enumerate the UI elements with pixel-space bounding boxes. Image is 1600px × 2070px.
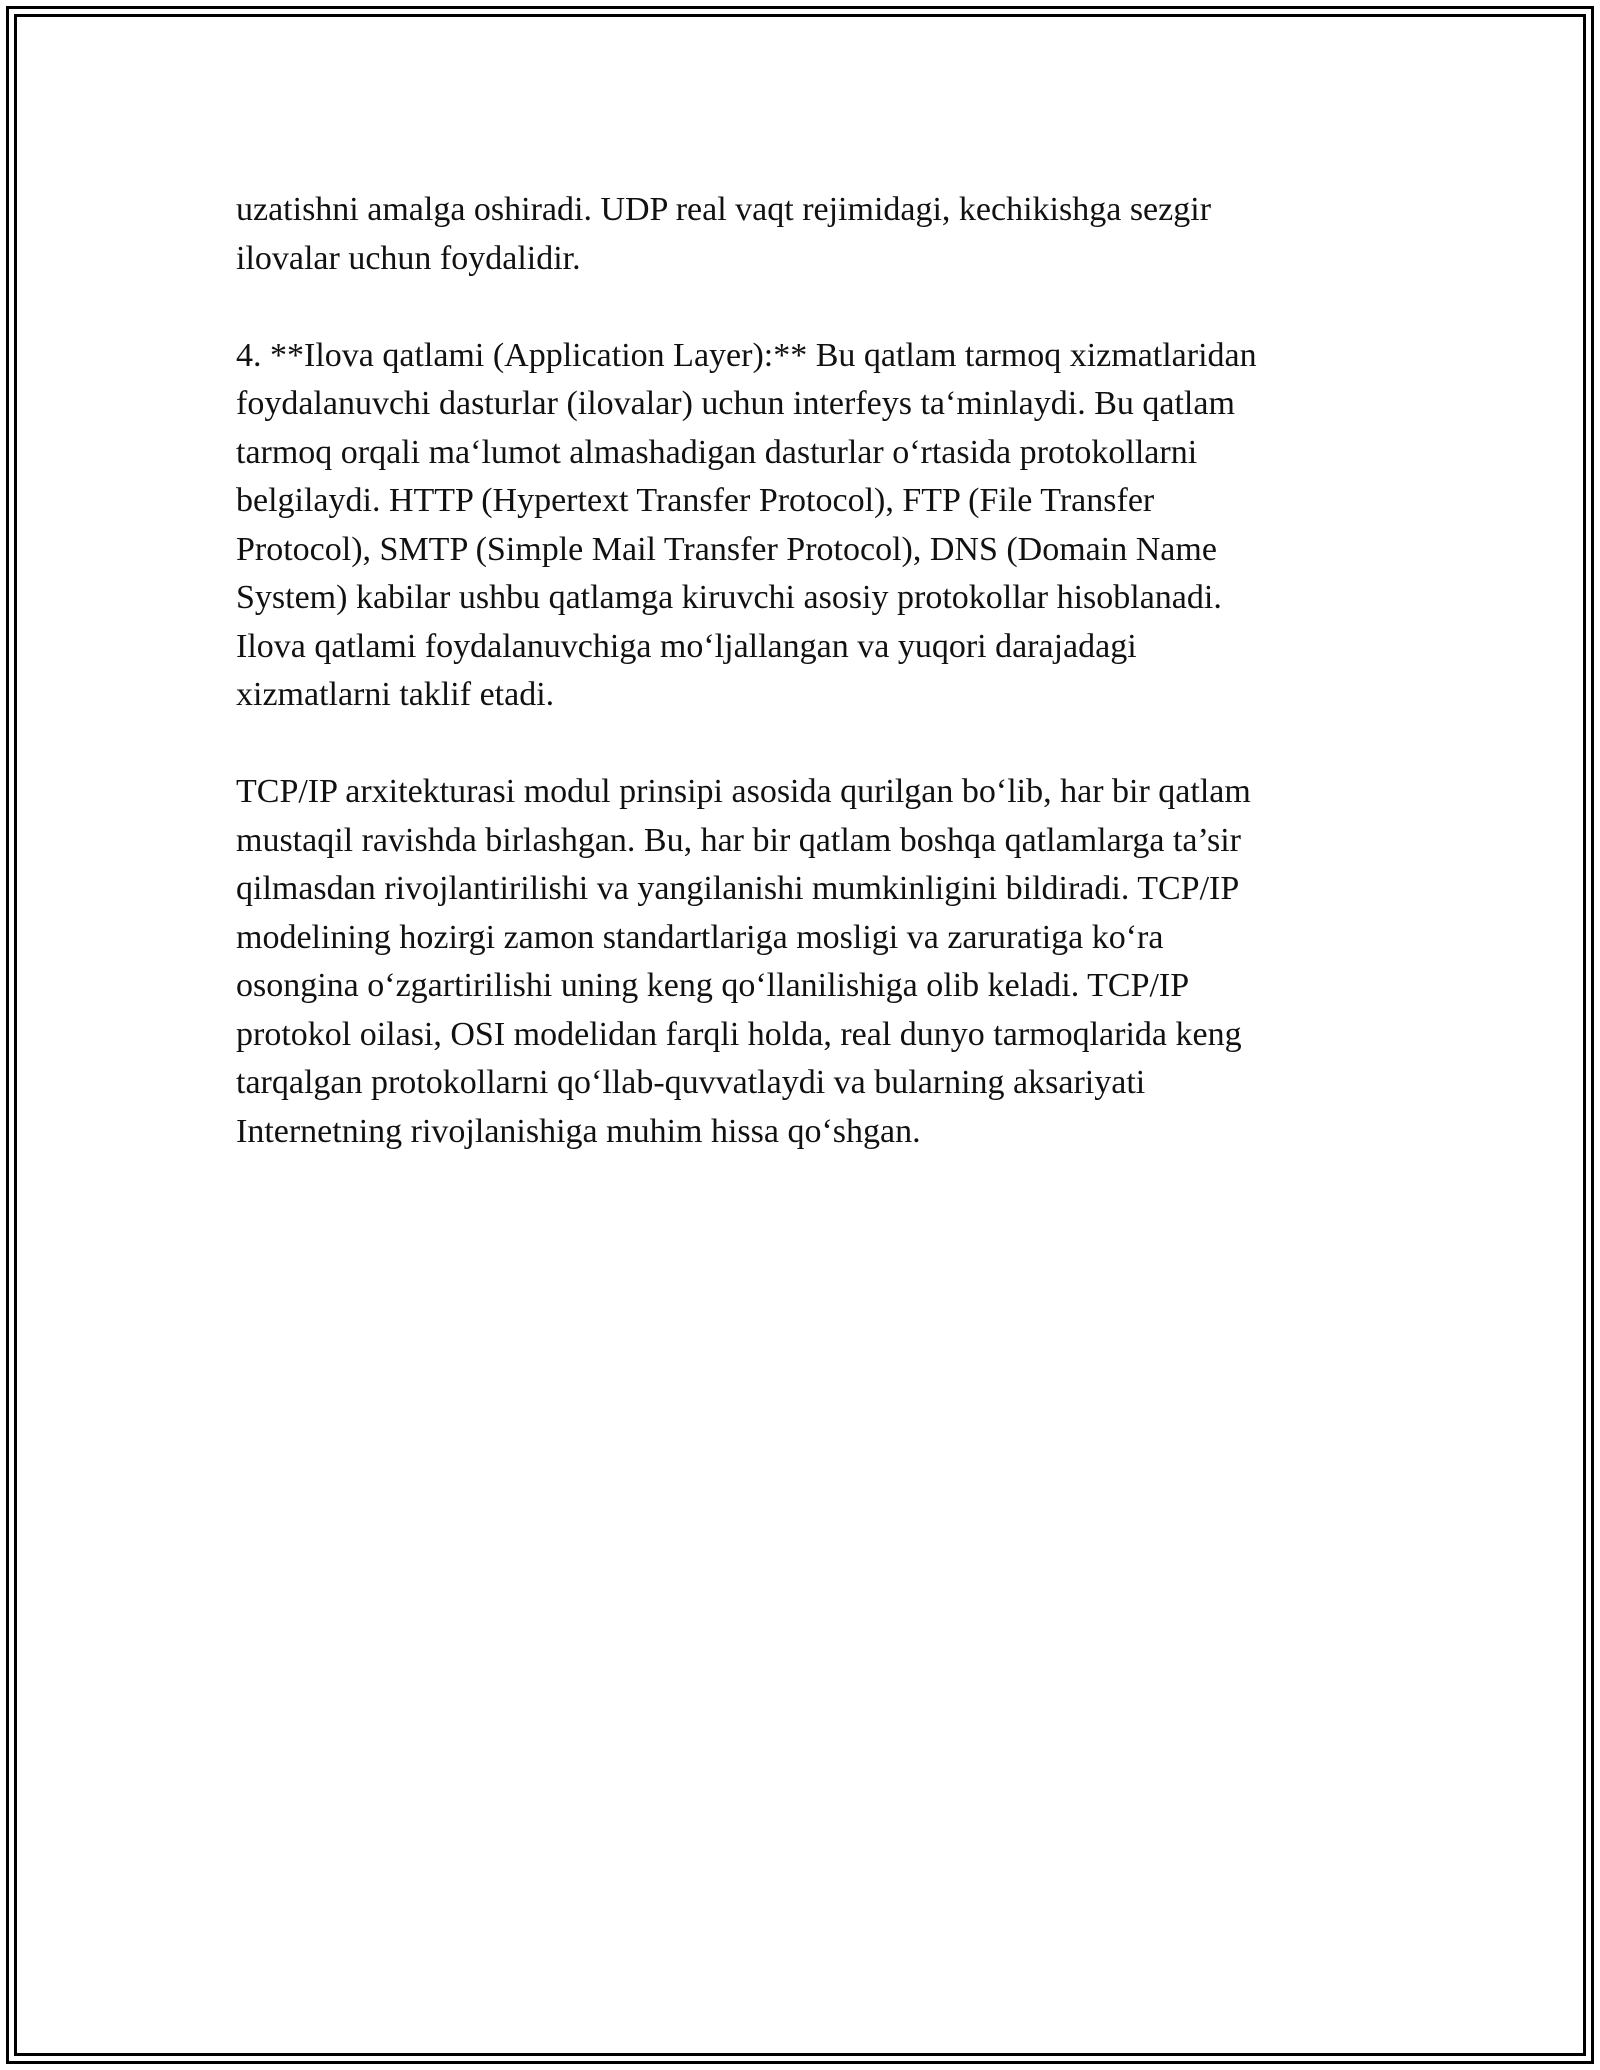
document-body (236, 186, 1386, 1205)
paragraph-tcpip-architecture: TCP/IP arxitekturasi modul prinsipi asosida qurilgan bo‘lib, har bir qatlam mustaqil ravishda birlashgan. Bu, har bir qatlam boshqa qatlamlarga ta’sir qilmasdan rivojlantirilishi va yangilanishi mumkinligini bildiradi. TCP/IP modelining hozirgi zamon standartlariga mosligi va zaruratiga ko‘ra osongina o‘zgartirilishi uning keng qo‘llanilishiga olib keladi. TCP/IP protokol oilasi, OSI modelidan farqli holda, real dunyo tarmoqlarida keng tarqalgan protokollarni qo‘llab-quvvatlaydi va bularning aksariyati Internetning rivojlanishiga muhim hissa qo‘shgan. (236, 773, 1251, 1150)
paragraph-application-layer: 4. **Ilova qatlami (Application Layer):** Bu qatlam tarmoq xizmatlaridan foydalanuvchi dasturlar (ilovalar) uchun interfeys ta‘minlaydi. Bu qatlam tarmoq orqali ma‘lumot almashadigan dasturlar o‘rtasida protokollarni belgilaydi. HTTP (Hypertext Transfer Protocol), FTP (File Transfer Protocol), SMTP (Simple Mail Transfer Protocol), DNS (Domain Name System) kabilar ushbu qatlamga kiruvchi asosiy protokollar hisoblanadi. Ilova qatlami foydalanuvchiga mo‘ljallangan va yuqori darajadagi xizmatlarni taklif etadi. (236, 336, 1257, 713)
paragraph-udp-continuation: uzatishni amalga oshiradi. UDP real vaqt rejimidagi, kechikishga sezgir ilovalar uchun foydalidir. (236, 191, 1212, 277)
